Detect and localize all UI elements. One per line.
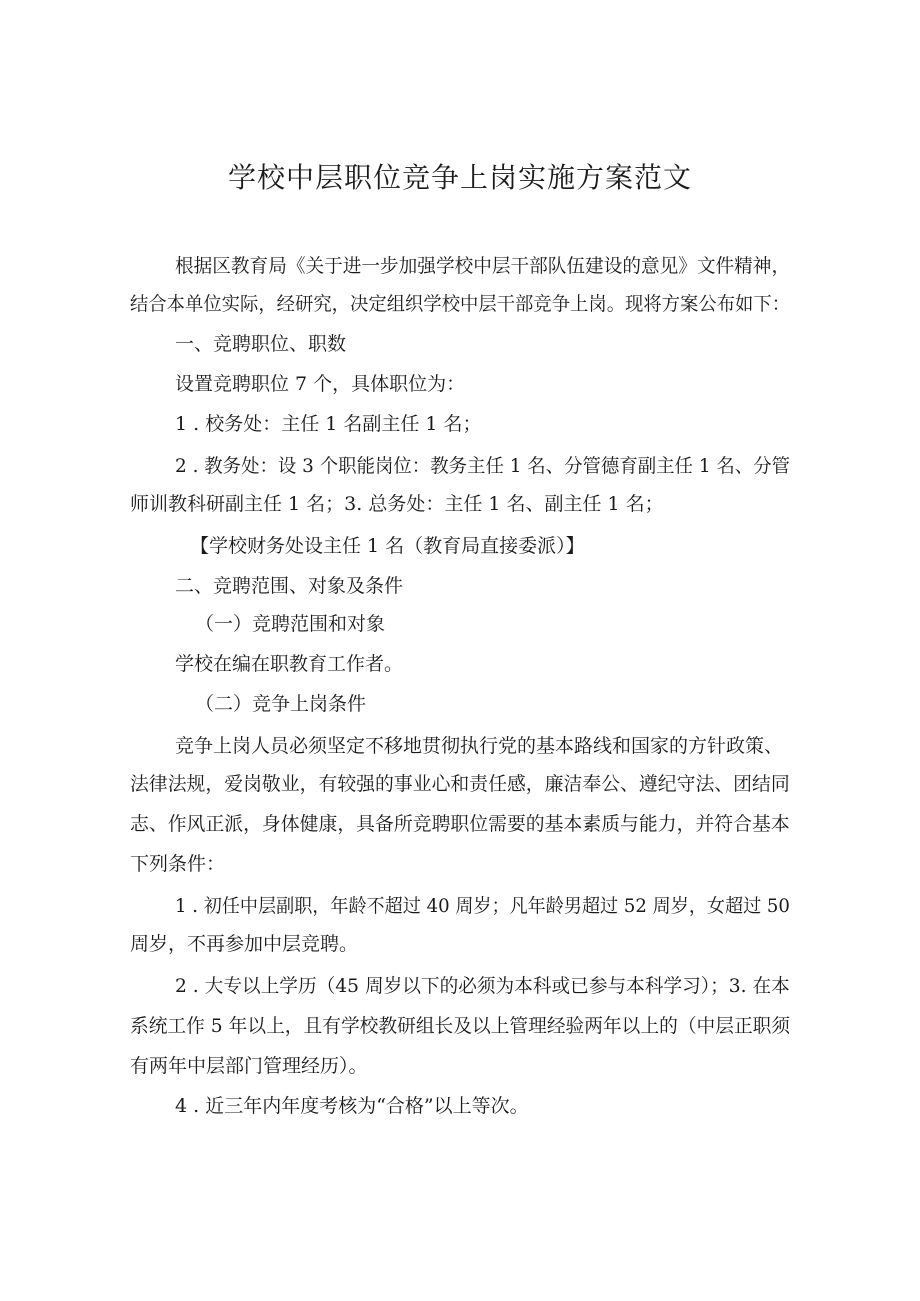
- paragraph-line: 学校在编在职教育工作者。: [175, 653, 404, 675]
- document-title: 学校中层职位竞争上岗实施方案范文: [227, 161, 692, 194]
- list-item: 2 . 教务处：设 3 个职能岗位：教务主任 1 名、分管德育副主任 1 名、分管: [175, 455, 791, 477]
- paragraph-line: 下列条件：: [130, 853, 226, 875]
- section-heading: 一、竞聘职位、职数: [175, 333, 347, 355]
- list-item: 1 . 校务处：主任 1 名副主任 1 名；: [175, 413, 482, 435]
- paragraph-line: 系统工作 5 年以上，且有学校教研组长及以上管理经验两年以上的（中层正职须: [130, 1015, 791, 1037]
- paragraph-line: 竞争上岗人员必须坚定不移地贯彻执行党的基本路线和国家的方针政策、: [175, 735, 784, 757]
- paragraph-line: 师训教科研副主任 1 名；3. 总务处：主任 1 名、副主任 1 名；: [130, 493, 664, 515]
- list-item: 4 . 近三年内年度考核为“合格”以上等次。: [175, 1095, 529, 1117]
- paragraph-line: 设置竞聘职位 7 个，具体职位为：: [175, 373, 466, 395]
- list-item: 2 . 大专以上学历（45 周岁以下的必须为本科或已参与本科学习）；3. 在本: [175, 975, 790, 997]
- paragraph-line: 根据区教育局《关于进一步加强学校中层干部队伍建设的意见》文件精神，: [175, 255, 791, 277]
- paragraph-line: 有两年中层部门管理经历）。: [130, 1055, 368, 1077]
- list-item: 1 . 初任中层副职，年龄不超过 40 周岁；凡年龄男超过 52 周岁，女超过 50: [175, 895, 790, 917]
- subsection-heading: （二）竞争上岗条件: [195, 693, 367, 715]
- bracket-note: 【学校财务处设主任 1 名（教育局直接委派）】: [190, 535, 585, 557]
- paragraph-line: 法律法规，爱岗敬业，有较强的事业心和责任感，廉洁奉公、遵纪守法、团结同: [130, 773, 790, 795]
- subsection-heading: （一）竞聘范围和对象: [195, 613, 386, 635]
- paragraph-line: 志、作风正派，身体健康，具备所竞聘职位需要的基本素质与能力，并符合基本: [130, 813, 790, 835]
- paragraph-line: 结合本单位实际，经研究，决定组织学校中层干部竞争上岗。现将方案公布如下：: [130, 293, 791, 315]
- paragraph-line: 周岁，不再参加中层竞聘。: [130, 933, 359, 955]
- section-heading: 二、竞聘范围、对象及条件: [175, 575, 404, 597]
